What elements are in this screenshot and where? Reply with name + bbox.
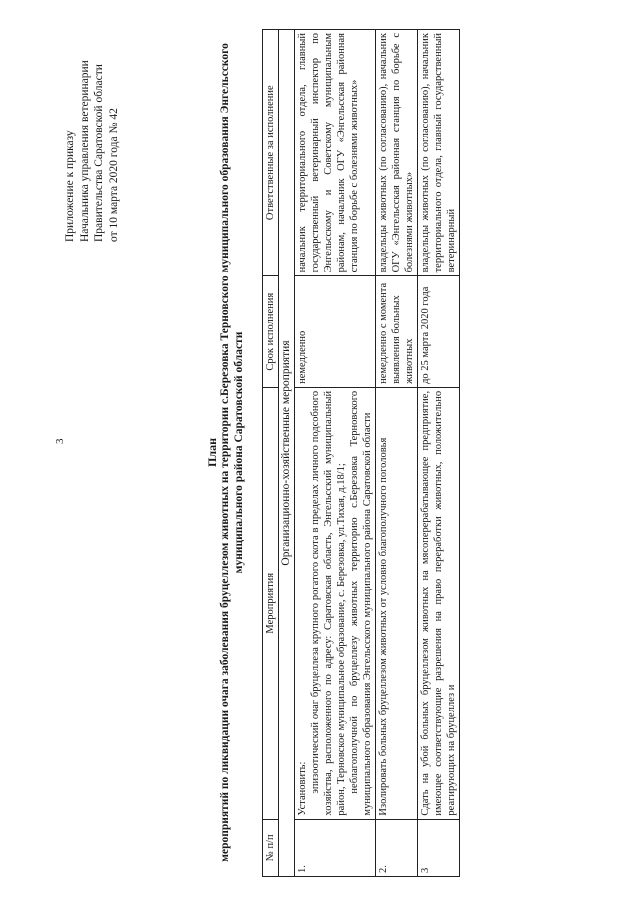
row-activity [295,387,376,819]
activity-paragraph: эпизоотический очаг бруцеллеза крупного рогатого скота в пределах личного подсобного хозяйства, расположенного по адресу: Саратовская область, Энгельсский муниципальный район, Терновское муниципальное образование, с. Березовка, ул.Тихая, д.18/1; [310,390,347,816]
row-responsible: владельцы животных (по согласованию), начальник территориального отдела, главный государственный ветеринарный [418,30,460,276]
plan-subtitle: мероприятий по ликвидации очага заболевания бруцеллезом животных на территории с.Березовка Терновского муниципального образования Энгельсского муниципального района Саратовской области [219,43,245,862]
page-number: 3 [54,438,66,444]
row-num: 1. [295,819,376,876]
header-deadline: Срок исполнения [263,276,279,388]
row-activity: Изолировать больных бруцеллезом животных от условно благополучного поголовья [376,387,418,819]
table-header-row [263,30,279,877]
row-responsible: владельцы животных (по согласованию), начальник ОГУ «Энгельсская районная станция по борьбе с болезнями животных» [376,30,418,276]
header-activity: Мероприятия [263,387,279,819]
row-activity: Сдать на убой больных бруцеллезом животных на мясоперерабатывающее предприятие, имеющее соответствующие разрешения на право переработки животных, положительно реагирующих на бруцеллез и [418,387,460,819]
activity-lead: Установить: [297,761,308,816]
row-deadline: немедленно с момента выявления больных животных [376,276,418,388]
row-deadline: немедленно [295,276,376,388]
plan-title: План [205,438,219,467]
appendix-line-4: от 10 марта 2020 года № 42 [107,108,120,242]
table-row [295,30,376,877]
section-title: Организационно-хозяйственные мероприятия [279,30,295,877]
row-num: 3 [418,819,460,876]
row-deadline: до 25 марта 2020 года [418,276,460,388]
measures-table [262,29,460,877]
appendix-line-3: Правительства Саратовской области [93,64,105,242]
header-responsible: Ответственные за исполнение [263,30,279,276]
table-row [418,30,460,877]
header-num: № п/п [263,819,279,876]
section-row [279,30,295,877]
activity-paragraph: неблагополучной по бруцеллезу животных территорию с.Березовка Терновского муниципального образования Энгельсского муниципального района Саратовской области [349,390,373,816]
row-responsible: начальник территориального отдела, главный государственный ветеринарный инспектор по Энгельсскому и Советскому муниципальным районам, начальник ОГУ «Энгельсская районная станция по борьбе с болезнями животных» [295,30,376,276]
appendix-line-1: Приложение к приказу [64,130,76,242]
row-num: 2. [376,819,418,876]
table-row [376,30,418,877]
appendix-line-2: Начальника управления ветеринарии [78,60,91,242]
appendix-header [63,32,121,242]
